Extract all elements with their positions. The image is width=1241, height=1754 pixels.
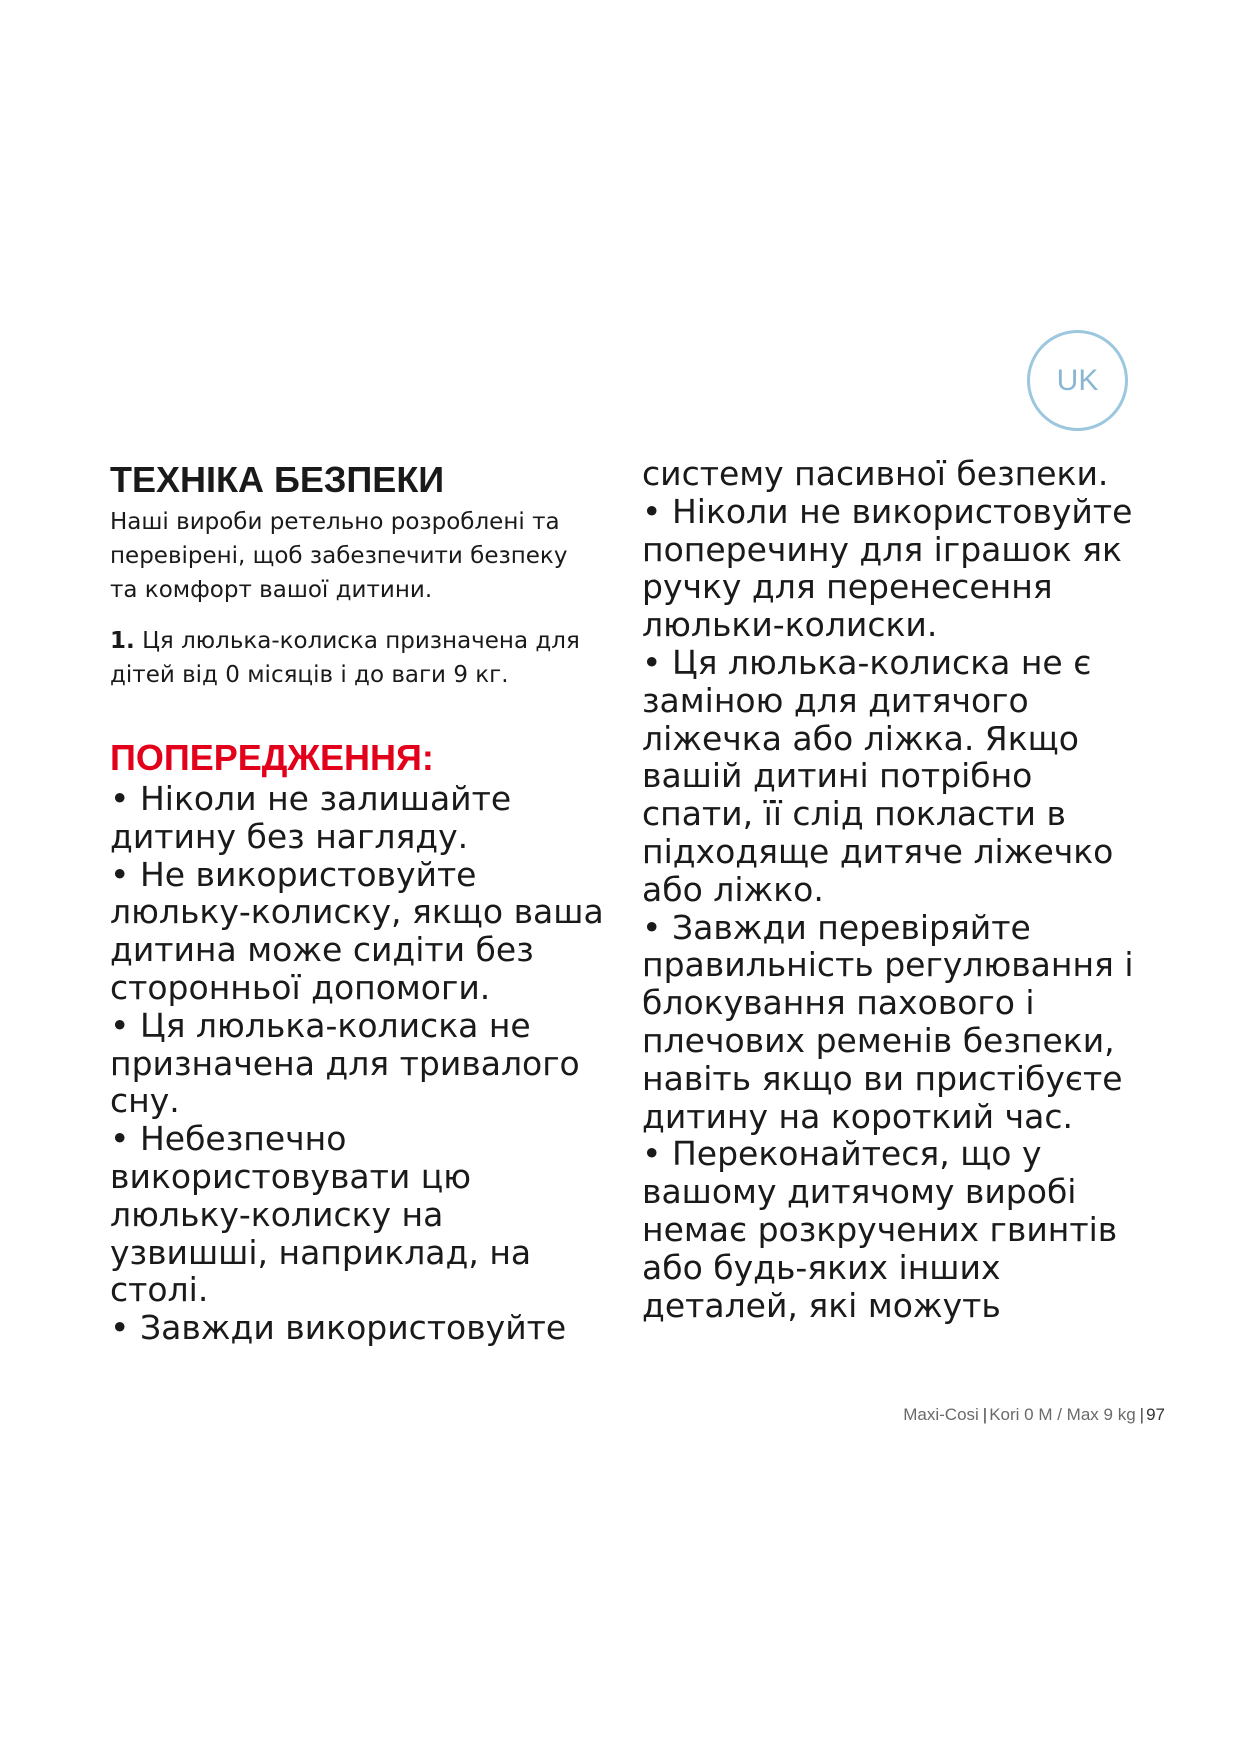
warning-item: • Переконайтеся, що у вашому дитячому виробі немає розкручених гвинтів або будь-яких інших деталей, які можуть — [642, 1134, 1118, 1325]
footer-separator: | — [1139, 1405, 1145, 1424]
point-number: 1. — [110, 628, 135, 654]
language-badge — [1027, 330, 1128, 431]
footer-brand: Maxi-Cosi — [903, 1405, 979, 1424]
page-footer — [903, 1405, 1165, 1425]
warning-item: • Завжди перевіряйте правильність регулювання і блокування пахового і плечових ременів безпеки, навіть якщо ви пристібуєте дитину на короткий час. — [642, 907, 1134, 1136]
warning-title: ПОПЕРЕДЖЕННЯ: — [110, 737, 434, 778]
warning-item: • Не використовуйте люльку-колиску, якщо ваша дитина може сидіти без сторонньої допомоги. — [110, 854, 604, 1007]
left-column — [110, 455, 610, 1347]
warning-item: • Завжди використовуйте — [110, 1308, 567, 1348]
intro-paragraph: Наші вироби ретельно розроблені та перевірені, щоб забезпечити безпеку та комфорт вашої дитини. — [110, 509, 568, 603]
warning-item: • Ніколи не залишайте дитину без нагляду. — [110, 779, 512, 856]
warning-item: • Ніколи не використовуйте поперечину для іграшок як ручку для перенесення люльки-колиски. — [642, 491, 1133, 645]
footer-model: Kori 0 M / Max 9 kg — [989, 1405, 1136, 1424]
language-code: UK — [1056, 363, 1099, 397]
footer-separator: | — [982, 1405, 988, 1424]
warning-item: • Небезпечно використовувати цю люльку-колиску на узвишші, наприклад, на столі. — [110, 1119, 532, 1310]
warning-list-left — [110, 780, 610, 1347]
warning-list-right — [642, 455, 1152, 1324]
numbered-point — [110, 624, 580, 692]
warning-item: систему пасивної безпеки. — [642, 454, 1109, 493]
warning-item: • Ця люлька-колиска не призначена для тривалого сну. — [110, 1005, 580, 1121]
section-title: ТЕХНІКА БЕЗПЕКИ — [110, 459, 445, 500]
page-number: 97 — [1146, 1405, 1165, 1424]
warning-item: • Ця люлька-колиска не є заміною для дитячого ліжечка або ліжка. Якщо вашій дитині потрібно спати, її слід покласти в підходяще дитяче ліжечко або ліжко. — [642, 642, 1114, 909]
point-text: Ця люлька-колиска призначена для дітей від 0 місяців і до ваги 9 кг. — [110, 628, 580, 688]
right-column — [642, 455, 1152, 1324]
